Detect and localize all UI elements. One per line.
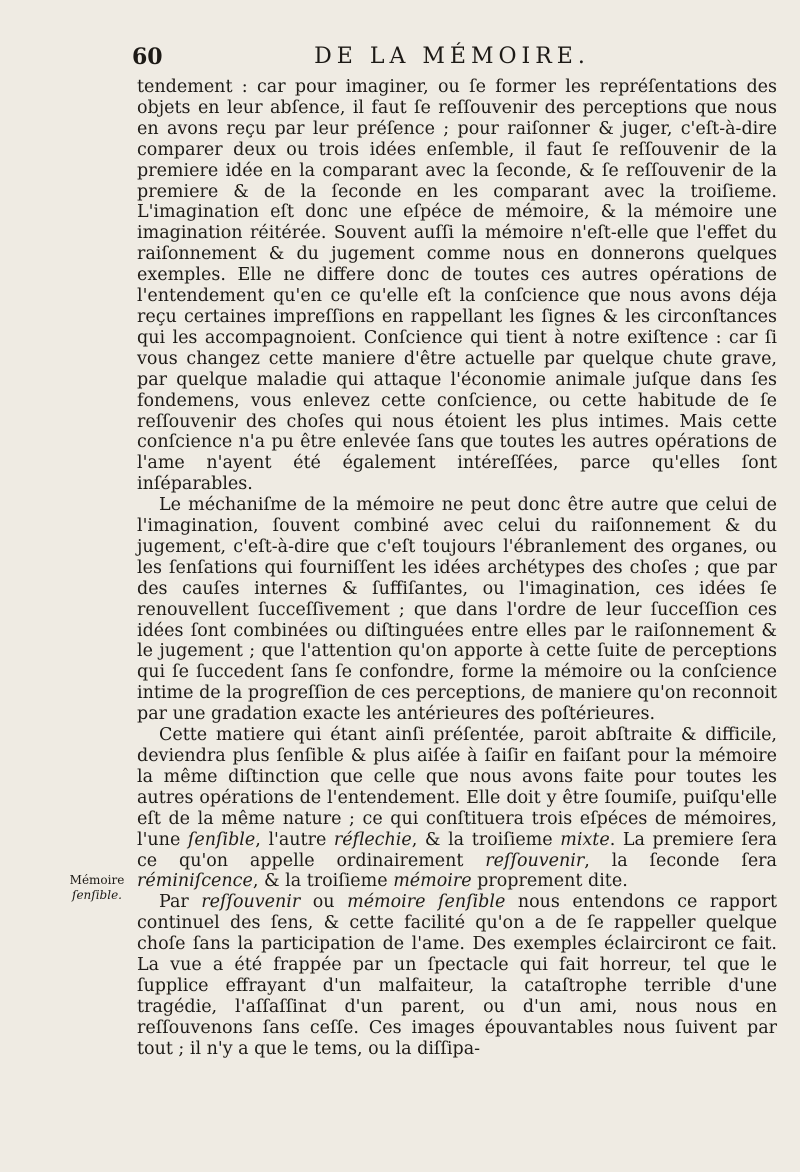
italic-term: mémoire xyxy=(393,871,472,892)
text-run: , & la troiſieme xyxy=(252,871,394,892)
italic-term: mémoire ſenſible xyxy=(347,892,506,913)
text-run: Cette matiere qui étant ainſi préſentée, paroit abſtraite & difficile, deviendra plus ſenſible & plus aiſée à ſaiſir en faiſant pour la mémoire la même diſtinction que celle que nous avons faite pour toutes les autres opérations de l'entendement. Elle doit y être ſoumiſe, puiſqu'elle eſt de la même nature ; ce qui conſtituera trois eſpéces de mémoires, l'une xyxy=(137,725,777,850)
body-text xyxy=(137,77,777,1060)
margin-note xyxy=(57,873,137,903)
page-number: 60 xyxy=(132,44,163,70)
running-title: DE LA MÉMOIRE. xyxy=(314,44,590,69)
italic-term: réflechie xyxy=(333,829,412,850)
text-run: proprement dite. xyxy=(471,871,628,892)
text-run: ou xyxy=(300,892,348,913)
text-run: Par xyxy=(159,892,202,913)
paragraph: tendement : car pour imaginer, ou ſe former les repréſentations des objets en leur abſence, il faut ſe reſſouvenir des perceptions que nous en avons reçu par leur préſence ; pour raiſonner & juger, c'eſt-à-dire comparer deux ou trois idées enſemble, il faut ſe reſſouvenir de la premiere idée en la comparant avec la ſeconde, & ſe reſſouvenir de la premiere & de la ſeconde en les comparant avec la troiſieme. L'imagination eſt donc une eſpéce de mémoire, & la mémoire une imagination réitérée. Souvent auſſi la mémoire n'eſt-elle que l'effet du raiſonnement & du jugement comme nous en donnerons quelques exemples. Elle ne differe donc de toutes ces autres opérations de l'entendement qu'en ce qu'elle eſt la conſcience que nous avons déja reçu certaines impreſſions en rappellant les ſignes & les circonſtances qui les accompagnoient. Conſcience qui tient à notre exiſtence : car ſi vous changez cette maniere d'être actuelle par quelque chute grave, par quelque maladie qui attaque l'économie animale juſque dans ſes fondemens, vous enlevez cette conſcience, ou cette habitude de ſe reſſouvenir des choſes qui nous étoient les plus intimes. Mais cette conſcience n'a pu être enlevée ſans que toutes les autres opérations de l'ame n'ayent été également intéreſſées, parce qu'elles ſont inſéparables. xyxy=(137,77,777,495)
margin-note-line1: Mémoire xyxy=(69,873,125,887)
paragraph: Le méchaniſme de la mémoire ne peut donc être autre que celui de l'imagination, ſouvent combiné avec celui du raiſonnement & du jugement, c'eſt-à-dire que c'eſt toujours l'ébranlement des organes, ou les ſenſations qui fourniſſent les idées archétypes des choſes ; que par des cauſes internes & ſuffiſantes, ou l'imagination, ces idées ſe renouvellent ſucceſſivement ; que dans l'ordre de leur ſucceſſion ces idées ſont combinées ou diſtinguées entre elles par le raiſonnement & le jugement ; que l'attention qu'on apporte à cette ſuite de perceptions qui ſe ſuccedent ſans ſe confondre, forme la mémoire ou la conſcience intime de la progreſſion de ces perceptions, de maniere qu'on reconnoit par une gradation exacte les antérieures des poſtérieures. xyxy=(137,495,777,725)
italic-term: reſſouvenir xyxy=(485,850,585,871)
text-run: , l'autre xyxy=(255,829,334,850)
italic-term: reſſouvenir xyxy=(201,892,301,913)
text-run: . La premiere ſera ce qu'on appelle ordinairement xyxy=(137,829,777,871)
text-run: , & la troiſieme xyxy=(411,829,561,850)
italic-term: mixte xyxy=(560,829,610,850)
paragraph xyxy=(137,892,777,1059)
italic-term: réminiſcence xyxy=(137,871,253,892)
page-header xyxy=(132,44,772,74)
italic-term: ſenſible xyxy=(187,829,256,850)
paragraph xyxy=(137,725,777,892)
margin-note-line2: ſenſible. xyxy=(72,888,122,902)
text-run: nous entendons ce rapport continuel des ſens, & cette facilité qu'on a de ſe rappeller quelque choſe ſans la participation de l'ame. Des exemples éclairciront ce fait. La vue a été frappée par un ſpectacle qui fait horreur, tel que le ſupplice effrayant d'un malfaiteur, la cataſtrophe terrible d'une tragédie, l'aſſaſſinat d'un parent, ou d'un ami, nous nous en reſſouvenons ſans ceſſe. Ces images épouvantables nous ſuivent par tout ; il n'y a que le tems, ou la diſſipa- xyxy=(137,892,777,1059)
text-run: , la ſeconde ſera xyxy=(584,850,777,871)
